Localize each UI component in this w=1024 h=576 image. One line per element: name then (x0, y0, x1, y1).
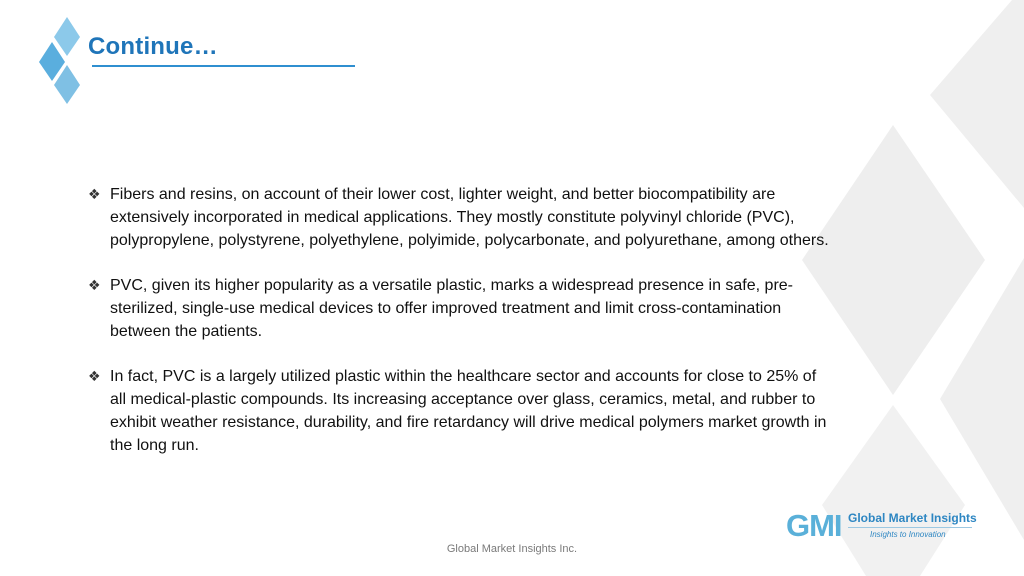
footer-text: Global Market Insights Inc. (446, 543, 578, 555)
title-underline (92, 65, 355, 67)
bullet-text: Fibers and resins, on account of their lower cost, lighter weight, and better biocompatibility are extensively incorporated in medical applications. They mostly constitute polyvinyl chloride (PVC), polypropylene, polystyrene, polyethylene, polyimide, polycarbonate, and polyurethane, among others. (110, 186, 829, 249)
accent-diamond-top (54, 17, 80, 56)
logo-name: Global Market Insights (848, 511, 977, 525)
bullet-list (88, 183, 833, 479)
slide-title: Continue… (88, 33, 218, 60)
bullet-text: In fact, PVC is a largely utilized plastic within the healthcare sector and accounts for close to 25% of all medical-plastic compounds. Its increasing acceptance over glass, ceramics, metal, and rubber to exhibit weather resistance, durability, and fire retardancy will drive medical polymers market growth in the long run. (110, 368, 827, 454)
logo-divider (848, 527, 972, 528)
bg-diamond-top (930, 0, 1024, 208)
bullet-item (88, 365, 833, 457)
diamond-bullet-icon: ❖ (88, 368, 101, 384)
gmi-logo (786, 509, 976, 543)
diamond-bullet-icon: ❖ (88, 186, 101, 202)
bullet-item (88, 274, 833, 343)
diamond-bullet-icon: ❖ (88, 277, 101, 293)
logo-tagline: Insights to Innovation (870, 530, 946, 539)
bullet-item (88, 183, 833, 252)
bullet-text: PVC, given its higher popularity as a versatile plastic, marks a widespread presence in safe, pre-sterilized, single-use medical devices to offer improved treatment and limit cross-contamination between the patients. (110, 277, 793, 340)
logo-mark: GMI (786, 508, 842, 543)
